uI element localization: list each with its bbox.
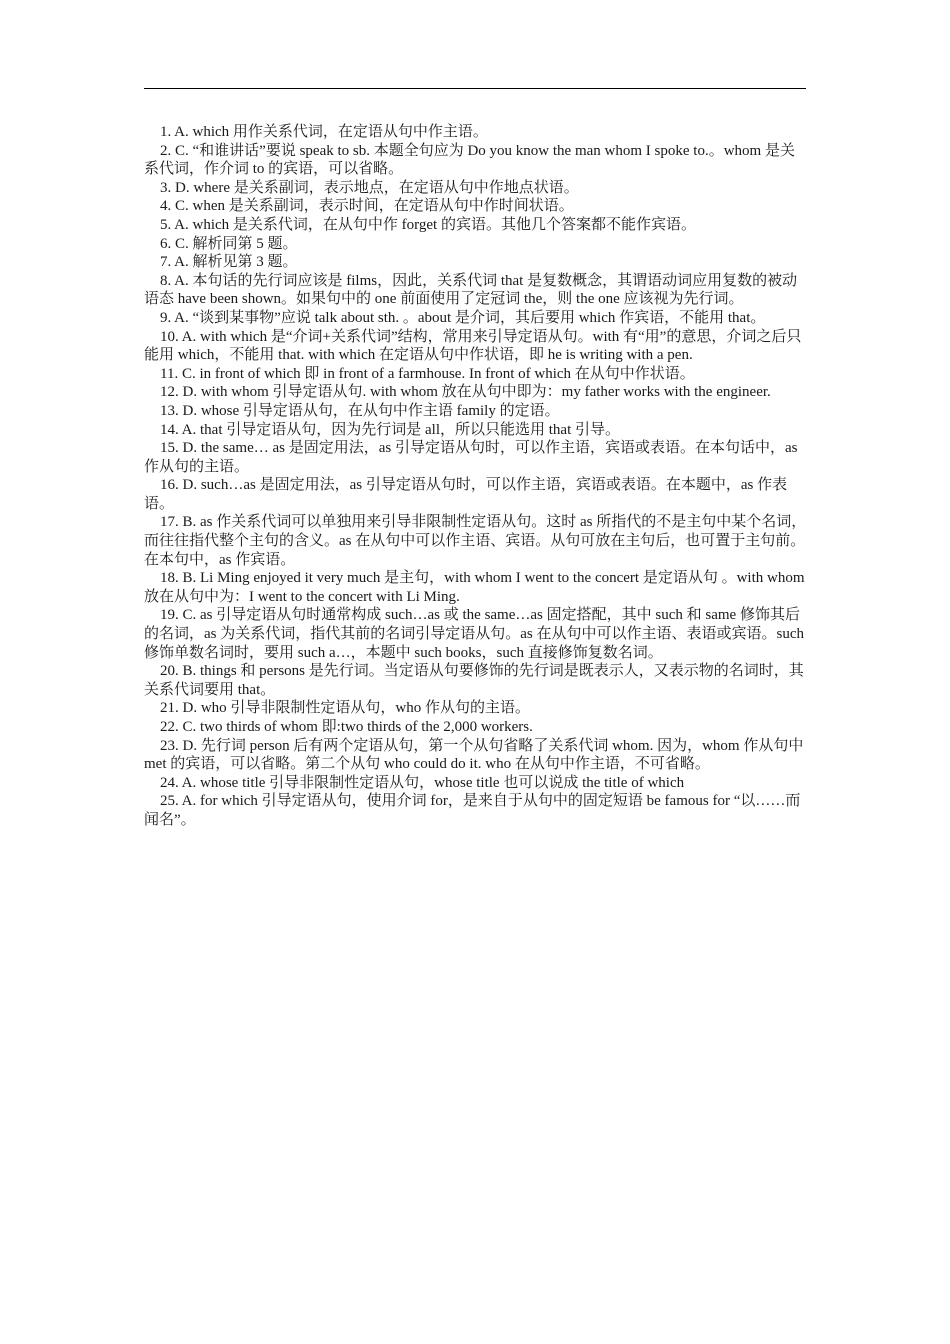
answer-item: 24. A. whose title 引导非限制性定语从句，whose title 也可以说成 the title of which — [160, 774, 685, 791]
answer-item: 17. B. as 作关系代词可以单独用来引导非限制性定语从句。这时 as 所指代的不是主句中某个名词，而往往指代整个主句的含义。as 在从句中可以作主语、宾语。从句可放在主句后，也可置于主句前。在本句中，as 作宾语。 — [144, 514, 807, 568]
answer-item: 6. C. 解析同第 5 题。 — [160, 235, 298, 252]
header-rule — [144, 88, 806, 89]
answer-item: 8. A. 本句话的先行词应该是 films，因此，关系代词 that 是复数概念，其谓语动词应用复数的被动语态 have been shown。如果句中的 one 前面使用了定冠词 the，则 the one 应该视为先行词。 — [144, 272, 798, 308]
answer-item: 2. C. “和谁讲话”要说 speak to sb. 本题全句应为 Do you know the man whom I spoke to.。whom 是关系代词，作介词 to 的宾语，可以省略。 — [144, 142, 795, 178]
answer-item: 10. A. with which 是“介词+关系代词”结构，常用来引导定语从句。with 有“用”的意思，介词之后只能用 which，不能用 that. with which 在定语从句中作状语，即 he is writing with a pen. — [144, 328, 802, 364]
answer-item: 7. A. 解析见第 3 题。 — [160, 254, 298, 271]
answer-item: 11. C. in front of which 即 in front of a farmhouse. In front of which 在从句中作状语。 — [160, 365, 695, 382]
answer-item: 18. B. Li Ming enjoyed it very much 是主句，with whom I went to the concert 是定语从句 。with whom 放在从句中为：I went to the concert with Li Ming. — [144, 570, 805, 605]
answer-item: 3. D. where 是关系副词，表示地点，在定语从句中作地点状语。 — [160, 179, 579, 196]
answer-item: 13. D. whose 引导定语从句，在从句中作主语 family 的定语。 — [160, 402, 560, 419]
answer-item: 23. D. 先行词 person 后有两个定语从句，第一个从句省略了关系代词 whom. 因为，whom 作从句中 met 的宾语，可以省略。第二个从句 who could do it. who 在从句中作主语，不可省略。 — [144, 737, 804, 773]
answer-item: 21. D. who 引导非限制性定语从句，who 作从句的主语。 — [160, 700, 530, 717]
answer-item: 15. D. the same… as 是固定用法，as 引导定语从句时，可以作主语，宾语或表语。在本句话中，as 作从句的主语。 — [144, 440, 798, 475]
answer-item: 19. C. as 引导定语从句时通常构成 such…as 或 the same…as 固定搭配，其中 such 和 same 修饰其后的名词，as 为关系代词，指代其前的名词引导定语从句。as 在从句中可以作主语、表语或宾语。such 修饰单数名词时，要用 such a…，本题中 such books，such 直接修饰复数名词。 — [144, 607, 804, 661]
answer-item: 14. A. that 引导定语从句，因为先行词是 all，所以只能选用 that 引导。 — [160, 421, 620, 438]
answer-item: 4. C. when 是关系副词，表示时间，在定语从句中作时间状语。 — [160, 198, 574, 215]
answer-item: 16. D. such…as 是固定用法，as 引导定语从句时，可以作主语，宾语或表语。在本题中，as 作表语。 — [144, 477, 788, 512]
answer-item: 5. A. which 是关系代词，在从句中作 forget 的宾语。其他几个答案都不能作宾语。 — [160, 216, 696, 233]
answer-item: 25. A. for which 引导定语从句，使用介词 for，是来自于从句中的固定短语 be famous for “以……而闻名”。 — [144, 793, 801, 828]
answer-item: 12. D. with whom 引导定语从句. with whom 放在从句中即为：my father works with the engineer. — [160, 384, 771, 401]
answer-list — [144, 123, 808, 830]
answer-item: 9. A. “谈到某事物”应说 talk about sth. 。about 是介词，其后要用 which 作宾语，不能用 that。 — [160, 309, 766, 326]
answer-item: 20. B. things 和 persons 是先行词。当定语从句要修饰的先行词是既表示人，又表示物的名词时，其关系代词要用 that。 — [144, 663, 804, 698]
answer-item: 1. A. which 用作关系代词，在定语从句中作主语。 — [160, 124, 488, 140]
answer-item: 22. C. two thirds of whom 即:two thirds of the 2,000 workers. — [160, 719, 533, 735]
